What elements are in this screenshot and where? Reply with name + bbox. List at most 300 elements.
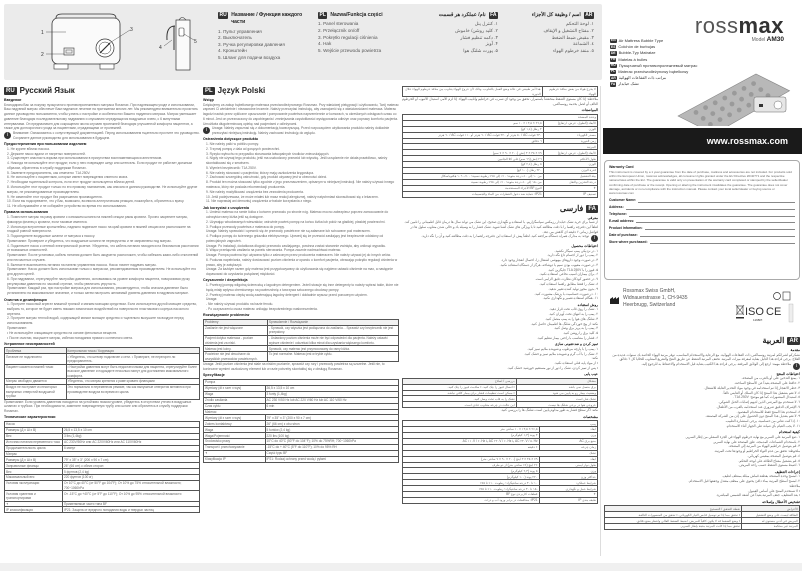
lang-badge-fa: FA	[490, 12, 497, 18]
troubleshooting-table: الأعراض نقطة التحقق / التصحيح الطاقة ليست على وضع التشغيل • تحقق مما إذا تم توصيل قابس التيار الكهربائي. • تحقق من المنصهرات التالفة. المريض في أدنى مستوى له • وضع الضغط قد لا يكون كافياً للمريض. اضبط الضغط العالي وانتظر بضع دقائق. المرتبة غير محكمة تحقق مما إذا كانت المرتبة مثبتة بإطار السرير.	[604, 505, 800, 530]
troubleshooting-table: Проблема Контрольная точка / Коррекция Питание не подключено • Убедитесь, что штекер подключен к сети. • Проверьте, не перегорел ли предохранитель. Пациент касается нижней точки • Настройки давления могут быть недостаточными для пациента, отрегулируйте более высокое давление и подождите несколько минут для достижения максимального комфорта. Матрас свободно движется Убедитесь, что матрас крепится к раме кровати фланцами Воздух не поступает из некоторых выпускных отверстий воздушной трубки Это нормально в переменном режиме, так как выпускные отверстия меняются при производстве воздуха во время их цикла.	[4, 347, 200, 399]
list-item: 6. Не используйте с пациентами, которые имеют повреждения спинного мозга.	[7, 175, 129, 180]
list-item: 2. Держите насос вдали от нагретых поверхностей.	[7, 151, 86, 156]
manual-symbol-icon	[774, 293, 781, 300]
product-title-pl: PL Materac przeciwodleżynowy bąbelkowy	[611, 68, 689, 74]
list-item: ۶. فشار را متناسب با راحتی بیمار تنظیم کنید.	[536, 335, 598, 340]
part-item: ۳. دکمه تنظیم فشار	[460, 34, 498, 40]
note: Uwaga:	[206, 297, 218, 302]
list-item: • Не используйте очищающее средство на основе фенольных веществ.	[7, 330, 118, 335]
table-row: Воздух не поступает из некоторых выпускных отверстий воздушной трубки Это нормально в переменном режиме, так как выпускные отверстия меняются при производстве воздуха во время их цикла.	[5, 385, 200, 400]
table-row: تصنيف IP IP21: حماية ضد دخول القطرات من الماء والجسيمات	[403, 191, 598, 197]
note: Uwaga: Jeśli poziom ciśnienia jest stale na niskim poziomie, sprawdź czy rury i przewody powietrza są szczelne. Jeśli nie, to konieczne wymień uszkodzony element lub w razie potrzeby skontaktuj się z obsługą Rossmax.	[203, 362, 385, 372]
lang-badge-pl: PL	[205, 88, 213, 95]
list-item: 10. Jeśli podejrzewasz, że może miałeś lub masz reakcji alergicznej, należy natychmiast skonsultować się z lekarzem.	[206, 194, 379, 199]
table-row: الوزن ٥ رطل (٢,٤ كغ)	[403, 162, 598, 168]
part-item: ۲. کلید روشن/ خاموش	[455, 27, 498, 33]
note: Примечание: После установки, кабель питания должен быть аккуратно расположен, чтобы избежать каких-либо отклонений или несчастных случаев.	[7, 253, 199, 262]
table-row: Матрас свободно движется Убедитесь, что матрас крепится к раме кровати фланцами	[5, 379, 200, 385]
table-row: ✝ Применяемые части типа BF	[5, 501, 200, 507]
heading: كيفية استخدام	[778, 430, 800, 435]
list-item: 3. Podłącz przewody powietrza z materaca do pompy.	[206, 224, 285, 229]
table-row: Матрас	[5, 451, 200, 457]
bf-type-icon	[783, 292, 790, 300]
list-item: ١. ضع المرتبة على السرير مع نهاية خرطوم الهواء في الجزء السفلي من إطار السرير.	[685, 434, 800, 439]
table-row: Вес 5 фунтов (2,4 kg)	[5, 469, 200, 475]
cover-panel	[602, 4, 798, 128]
list-item: ۲. پمپ را دور از اجسام داغ نگه دارید.	[546, 253, 598, 258]
intro-text: نشكركم لشرائكم لمرتبة روسماكس ذات الفقاعات الهوائية. مع الرعاية والاستخدام المناسب، توفر مرتبة الهواء الخاصة بك سنوات عديدة من العلاج. يرجى قراءة هذا الدليل بعناية لمعرفة ميزات المرتبة. تخفف المرتبة الضغط عن طريق النفخ والتفريغ المتناوب للخلايا كل ٦ دقائق.	[612, 352, 800, 362]
heading: Введение	[4, 97, 22, 102]
table-row: Powietrze nie jest dmuchane do wszystkich przewodów powietrznych. To jest normalne. Materac jest w trybie cyklu.	[204, 352, 399, 362]
table-row: وزن ۵ پوند (۲,۴ کیلوگرم)	[403, 468, 598, 474]
list-item: ۳. در صورت وجود داروهای بیهوشی اشتعال زا، احتمال انفجار وجود دارد.	[500, 258, 598, 263]
note: Uwaga: Pompa powinna być używana tylko z zaleconym przez producenta materacem. Nie należy używać jej do innych celów.	[206, 253, 391, 258]
table-row: Источник питания переменного тока AC 230V/50Hz или AC 220V/60Hz или AC 110V/60Hz	[5, 439, 200, 445]
table-row: وضعیت بیمار رو به پایین می شود • ممکن است تنظیمات فشار برای بیمار کافی نباشد.	[403, 390, 598, 396]
table-row: شرایط حمل و نگهداری -۱۵ تا ۴۰ درجه سانتیگراد؛ رطوبت ۱۰٪ تا ۹۵٪	[403, 486, 598, 492]
heading: Устранение неисправностей	[4, 341, 55, 346]
purchase-date-field[interactable]: Date of purchase:	[609, 233, 795, 237]
list-item: ۱. تشک را روی قاب تخت قرار دهید.	[549, 307, 598, 312]
table-row: Materac	[204, 409, 399, 415]
heading: معرفی	[587, 215, 598, 220]
list-item: 7. Необходим тщательный контроль, если этот продукт используется вблизи детей.	[7, 180, 136, 185]
table-row: Заправочные фланцы 26" (66 cm) с обеих сторон	[5, 463, 200, 469]
heading: عیب یابی	[584, 372, 598, 377]
table-row: برق متصل نمی باشد • اتصال فیوز را چک کنید. • سلامت فیوز را چک کنید.	[403, 384, 598, 390]
parts-heading-ru: RU Название / Функция каждого части	[219, 12, 303, 26]
section-title-ar: AR العربية	[762, 336, 798, 345]
table-row: Размеры (Д x Ш x В) 26,5 x 13,5 x 10 cm	[5, 427, 200, 433]
svg-text:CE: CE	[766, 306, 782, 318]
read-manual-icon: i	[793, 363, 800, 370]
list-item: ۱۰. در صورت حساسیت با پزشک مشورت کنید.	[534, 291, 598, 296]
list-item: 2. Используя встроенные кронштейны, надежно подвесьте насос на край кровати в нижней секции или расположите на гладкой ровной поверхности.	[7, 224, 191, 234]
table-row: طول الأحلام ٢٦ إنش (٦٦ سم) على كلا الجانبين	[403, 156, 598, 162]
list-item: ٣. خطر الانفجار إذا تم استخدامه في وجود مواد التخدير القابلة للاشتعال.	[703, 385, 800, 390]
manufacturer-icon	[610, 296, 620, 304]
svg-text:4: 4	[159, 45, 162, 51]
product-title-de: DE Bubble-Typ Matratze	[611, 50, 656, 56]
list-item: 5. Włącz przełącznik zasilania na panelu sterowania. Pompa zacznie nadmuchiwać materac.	[206, 248, 342, 253]
list-item: ٦. اضبط مستوى الضغط حسب راحة المريض.	[738, 463, 800, 468]
table-row: Waga 3 funty (1,4kg)	[204, 391, 399, 397]
specifications-table	[402, 420, 598, 504]
table-row: Условия хранения и транспортировки От -15°C до +40°C (от 5°F до 110°F); От 10% до 95% относительной влажности	[5, 491, 200, 501]
table-row: Pompa	[204, 380, 399, 386]
warning-block: i Внимание: Ознакомьтесь с сопутствующей документацией. Перед использованием тщательно прочтите это руководство. Сохраните данное руководство для использования в будущем.	[4, 131, 200, 141]
intro-text: از شما برای خرید تشک حبابدار رزمکس سپاسگزاریم. با استفاده و نگهداری صحیح، این تشک می تواند سال ها درمان قابل اطمینانی را تامین کند. لطفاً این دفترچه راهنما را با دقت مطالعه کنید تا با ویژگی های تشک آشنا شوید. تشک فشار را به وسیله باد و خالی شدن متناوب سلول ها در فواصل زمانی ۶ دقیقه ای کاهش می دهد.	[404, 220, 598, 234]
note: Примечание:	[7, 326, 27, 330]
list-item: ٥. استبدال المنصهرات كما هو موضح: T1A 250V.	[733, 395, 800, 400]
list-item: 6. При надувании, отрегулируйте настройки давления, основываясь на уровне комфорта пациента, поворачивая ручку регулировки давления по часовой стрелке, чтобы увеличить упругость.	[7, 276, 190, 286]
part-item: 4. Кронштейн	[218, 48, 247, 54]
list-item: 1. Przetrzyj pompę wilgotną ściereczką z łagodnym detergentem. Jeżeli stosuje się inne detergenty to należy wybrać takie, które nie będą miały wpływu chemicznego na powierzchnię z tworzywa sztucznego obudowy pompy.	[206, 283, 399, 292]
table-row: Насос	[5, 422, 200, 428]
table-row: مصدر الكهرباء ٢٣٠ فولت AC / ٥٠ هرتز أو ٢٢٠ فولت AC / ٦٠ هرتز أو ١١٠ فولت AC / ٦٠ هرتز	[403, 132, 598, 138]
list-item: 2. Trzymaj pompę z dala od gorących powierzchni.	[206, 146, 281, 151]
certification-symbols	[735, 288, 795, 328]
table-row: ابعاد ۲۶,۵ × ۱۳,۵ × ۱۰ سانتی متر	[403, 427, 598, 433]
troubleshooting-table: Problemy Sprawdzenie / Rozwiązanie Zasilanie nie jest włączone - Sprawdź, czy wtyczka jest podłączona do zasilania. - Sprawdź czy bezpiecznik nie jest przepalony. Pacjent dotyka materaca - poziom ciśnienia jest za niski. - Ustawiony poziom ciśnienia może nie być odpowiedni dla pacjenta. Należy ustawić wyższe ciśnienie i odczekać kilka minut dla uzyskania większego komfortu. Materac jest luźny. Sprawdź, czy materac jest przymocowany do ramy łóżka. Powietrze nie jest dmuchane do wszystkich przewodów powietrznych. To jest normalne. Materac jest w trybie cyklu.	[203, 319, 399, 362]
table-row: Pacjent dotyka materaca - poziom ciśnienia jest za niski. - Ustawiony poziom ciśnienia może nie być odpowiedni dla pacjenta. Należy ustawić wyższe ciśnienie i odczekać kilka minut dla uzyskania większego komfortu.	[204, 336, 399, 346]
svg-text:3: 3	[130, 27, 133, 33]
bf-type-icon: ✝	[204, 450, 266, 456]
table-row: Klasyfikacja IP IP21: Rodzaj ochrony przed wodą i pyłami	[204, 456, 399, 462]
lang-badge-ru: RU	[219, 12, 227, 18]
table-row: ✝ قطعات کاربردی نوع BF	[403, 492, 598, 498]
lang-badge-fa: FA	[588, 205, 596, 212]
section-polish	[203, 86, 399, 463]
lang-badge-ru: RU	[6, 88, 15, 95]
table-row: الوزن ٣ رطل (١,٤ كغ)	[403, 126, 598, 132]
part-item: 3. Pokrętło regulacji ciśnienia	[318, 34, 378, 40]
part-item: ١. لوحة التحكم	[566, 21, 594, 27]
heading: Правила использования	[4, 210, 48, 215]
table-row: پمپ	[403, 421, 598, 427]
section-arabic-continued-and-farsi	[402, 86, 598, 504]
list-item: ۶. برای بیماران آسیب نخاعی استفاده نکنید.	[539, 272, 598, 277]
intro-text: Dziękujemy za zakup bąbelkowego materaca przeciwodleżynowego Rossmax. Przy właściwej pielęgnacji i użytkowaniu, Twój materac zapewni Ci wieloletnie i niezawodne leczenie. Należy przeczytać instrukcję, aby zaznajomić się z właściwościami materaca. Materac łagodzi nacisk przez cykliczne opuszczanie i pompowanie powietrza naprzemiennie w komorach, w określonych odstępach czasu co 6 minut. Jest on przeznaczony do zapobiegania i zmniejszania częstotliwości występowania odleżyn oraz poprawy komfortu pacjenta. Umożliwia długoterminową opiekę nad pacjentami z odleżynami.	[203, 102, 399, 126]
list-item: 1. Поместите матрас на раму кровати с изножьем шланга на нижней секции рамы кровати. Прочно закрепите матрас, фиксируя фланец к кровати, если таковые имеются.	[7, 214, 189, 224]
svg-text:5: 5	[194, 39, 197, 45]
list-item: 6. Nie należy stosować u pacjentów, którzy mają uszkodzenia kręgosłupa.	[206, 170, 314, 175]
list-item: 3. Ryzyko wybuchu w przypadku stosowania łatwopalnych środków znieczulających.	[206, 151, 330, 156]
troubleshooting-table-continued	[402, 86, 598, 97]
table-row: حداکثر وزن ۲۲۰ پوند (۱۰۰ کیلوگرم)	[403, 474, 598, 480]
list-item: ٦. لا تستخدم مع المرضى الذين لديهم إصابات الحبل الشوكي.	[718, 400, 800, 405]
read-manual-icon: i	[4, 132, 11, 139]
svg-text:ISO: ISO	[745, 306, 764, 318]
svg-text:2: 2	[41, 52, 44, 58]
part-item: 5. Шланг для подачи воздуха	[218, 55, 281, 61]
pump-diagram-illustration	[4, 4, 200, 80]
table-row: Waga/Pojemność 220 lbs (100 kg)	[204, 433, 399, 439]
list-item: ٢. امسح أسطح المرتبة بماء دافئ يحتوي على منظف معتدل وجففها قبل الاستخدام.	[688, 479, 800, 484]
pump-diagram	[4, 4, 200, 80]
product-info-field[interactable]: Product Information:	[609, 226, 795, 230]
table-row: شرایط عملکرد ۱۰ تا ۴۰ درجه سانتیگراد؛ رطوبت ۱۰٪ تا ۷۵٪	[403, 480, 598, 486]
heading: احتياطات المنتج	[776, 371, 800, 376]
specifications-table	[203, 379, 399, 463]
note: Uwaga: Po instalacji, dodatkowa długość przewodu zasilającego, powinna zostać starannie zwinięta, aby uniknąć wypadku.	[206, 243, 387, 248]
list-item: ۴. پمپ را به پریز برق وصل کنید.	[553, 326, 598, 331]
table-row: الأبعاد (الطول، عرض، ارتفاع) ٢٦,٥ × ١٣,٥ × ١٠ سم	[403, 120, 598, 126]
list-item: • После очистки, высушите матрас, избегая попадания прямого солнечного света.	[7, 335, 133, 340]
product-title-en: EN Air Mattress Bubble Type	[611, 38, 664, 43]
list-item: ۴. در صورت معیوب بودن سیم یا دوشاخه، هرگز از دستگاه استفاده نکنید.	[499, 262, 598, 267]
product-title-es: ES Colchón de burbujas	[611, 44, 656, 50]
table-row: بيئة التشغيل من ١٠ إلى ٤٠ درجة مئوية؛ ١٠٪ إلى ٧٥٪ رطوبة نسبية؛ ٧٠٠-١٠٦٠ هكتوباسكال	[403, 173, 598, 179]
barcode-icon	[789, 304, 793, 322]
note: Uwaga: Za każdym razem gdy materac jest przygotowywany do użytkowania się najpierw ustawić ciśnienie na max, a następnie dopasować do uzyskania pożądanej miękkości.	[206, 267, 393, 277]
troubleshooting-table: مشکل بررسی / اصلاح برق متصل نمی باشد • اتصال فیوز را چک کنید. • سلامت فیوز را چک کنید. وضعیت بیمار رو به پایین می شود • ممکن است تنظیمات فشار برای بیمار کافی نباشد. تشک شل است تشک را به قاب تخت وصل کنید. خروجی هوا در برخی شلنگ ها نیست این حالت در چرخه متناوب عادی است.	[402, 378, 598, 409]
list-item: 9. Nie należy modyfikować urządzenia bez zezwolenia producenta.	[206, 189, 304, 194]
list-item: ٩. لا تقم بتعديل هذا المنتج دون الحصول على إذن من الشركة المصنعة.	[705, 414, 800, 419]
table-row: زمان چرخه ۶ دقیقه	[403, 444, 598, 450]
heading: إجراءات التنظيف	[774, 469, 800, 474]
heading: Технические характеристики	[4, 415, 56, 420]
list-item: - Po oczyszczeniu osusz materac unikając bezpośredniego nasłonecznienia.	[206, 306, 318, 311]
bf-type-icon: ✝	[5, 501, 63, 507]
list-item: ٤. قم بتوصيل المضخة بمقبس كهربائي.	[747, 453, 800, 458]
table-row: المرتبة غير محكمة تحقق مما إذا كانت المرتبة مثبتة بإطار السرير.	[605, 524, 800, 530]
lang-badge-ar: AR	[585, 12, 593, 18]
heading: Wstęp	[203, 97, 214, 102]
svg-text:1168PI: 1168PI	[753, 318, 763, 322]
parts-list-ru	[218, 12, 313, 62]
table-row: Условия эксплуатации От 10°C до 40°C (от 50°F до 104°F); От 10% до 75% относительной влажности; 700~1060hPa	[5, 481, 200, 491]
table-row: Czas cyklu 6 min	[204, 403, 399, 409]
table-row: ✝ Część typu BF	[204, 450, 399, 456]
note: Uwaga: Należy sprawdzić i upewnić się że przewody powietrzne nie są załamane lub schowane pod materacem.	[206, 229, 371, 234]
product-title-ru: RU Пузырчатый противопролежневый матрас	[611, 62, 698, 68]
note: نکته:	[591, 356, 598, 361]
list-item: 4. Nigdy nie używaj tego produktu, jeśli ma uszkodzony przewód lub wtyczkę. Jeśli urządzenie nie działa prawidłowo, należy skontaktować się z serwisem.	[206, 156, 388, 166]
table-row: المريض في أدنى مستوى له • وضع الضغط قد لا يكون كافياً للمريض. اضبط الضغط العالي وانتظر بضع دقائق.	[605, 518, 800, 524]
heading: روش استفاده	[577, 302, 598, 307]
list-item: ۵. فیوز را با T1A 250V جایگزین کنید.	[547, 267, 598, 272]
list-item: 5. Wymień bezpiecznik: T1A 250V.	[206, 165, 257, 170]
table-row: لا يخرج هواء من بعض منافذ خرطوم الهواء هذا أمر طبيعي في حالة وضع العمل بالتناوب، وذلك لأن خروج الهواء يتناوب بين منافذ خرطوم الهواء خلال الدورة	[403, 87, 598, 97]
part-item: 2. Выключатель	[218, 35, 252, 41]
list-item: 2. Używając wbudowanych wieszaków, ostrożnie powieś pompę na końcu łóżka lub połóż na gładkiej, płaskiej powierzchni.	[206, 219, 386, 224]
part-item: 4. Hak	[318, 41, 332, 47]
table-row: وزن ۳ پوند (۱,۴ کیلوگرم)	[403, 433, 598, 439]
heading: Ostrzeżenia dotyczące produktu	[203, 137, 259, 142]
part-item: ٥. منفذ خرطوم الهواء	[552, 47, 594, 53]
heading: Очистка и дезинфекция	[4, 297, 47, 302]
list-item: 4. Никогда не используйте этот продукт, если у него поврежден шнур или штепсель. Если продукт не работает должным образом, обратитесь в службу поддержки Rossmax.	[7, 161, 192, 170]
parts-heading-ar: AR اسم / وظيفة كل الأجزاء	[531, 12, 593, 18]
warning-block: i Uwaga: Należy zapoznać się z dokumentacją towarzyszącą. Przed rozpoczęciem użytkowania produktu należy dokładnie przeczytać niniejszą instrukcję. Należy zachować instrukcję do wglądu.	[203, 126, 399, 136]
list-item: 11. Nie naprawiaj ani demontuj urządzenia w trakcie korzystania z niego.	[206, 199, 313, 204]
table-row: منبع برق AC AC ۲۳۰V / ۵۰Hz یا AC ۲۲۰V / ۶۰Hz یا AC ۱۱۰V / ۶۰Hz	[403, 438, 598, 444]
heading: المواصفات	[581, 108, 598, 113]
table-row: المرتبة	[403, 144, 598, 150]
heading: Specyfikacje	[203, 373, 225, 378]
table-row: Wymiary (dł x szer x wys) 79" x 35" x 3" (200 x 90 x 7 cm)	[204, 415, 399, 421]
heading: احتیاطات محصول	[571, 243, 598, 248]
list-item: 10. Если вы подозреваете, что у Вас, возможно, возникла аллергическая реакция, пожалуйста, обратитесь к врачу.	[7, 199, 185, 204]
parts-heading-fa: FA نام/ عملکرد هر قسمت	[438, 12, 497, 18]
section-russian	[4, 86, 200, 513]
part-item: ٣. مقبض ضبط الضغط	[551, 34, 594, 40]
heading: Czyszczenie i dezynfekcja	[203, 278, 248, 283]
list-item: ۹. بدون مجوز تولید کننده تغییر ندهید.	[548, 286, 598, 291]
product-title-ar: AR مراتب ذات الفقاعات الهوائية	[611, 75, 667, 81]
part-item: 3. Ручка регулировки давления	[218, 41, 285, 47]
store-field[interactable]: Store where purchased:	[609, 240, 795, 244]
intro-text: Благодарим Вас за покупку пузырчатого противопролежневого матраса Rossmax. При надлежащем уходе и использовании, Ваш надувной матрас обеспечит Вам надежное лечение на протяжении многих лет. Мы рекомендуем внимательно прочитать данное руководство пользователя, чтобы узнать о настройке и особенностях Вашего надувного матраса. Матрас уменьшает давление благодаря последовательному надуванию и спусканию чередующихся воздушных ячеек, с 6 минутными интервалами. Он предназначен для сокращения числа случаев пролежней благодаря улучшенной комфорта пациентов, а также для долгосрочного ухода за пациентами, страдающими от пролежней.	[4, 102, 198, 131]
bf-type-icon: ✝	[539, 492, 597, 498]
list-item: - Nie należy używać produktu na bazie fenolu.	[206, 302, 274, 307]
table-row: Transport i przechowywanie -15°C do + 40°C (5°F do 110°F); 10% do 95% RH	[204, 445, 399, 451]
part-item: 5. Wejście przewodu powietrza	[318, 47, 382, 53]
warranty-card	[604, 160, 800, 280]
model-label: Model AM30	[751, 36, 784, 43]
table-row: Вес 3 lbs (1,4kg)	[5, 433, 200, 439]
weee-icon	[736, 305, 744, 319]
part-item: ۵. پورت شلنگ هوا	[463, 47, 498, 53]
list-item: 2. Przetrzyj materac ciepłą wodą zawierającą łagodny detergent i dokładnie wysusz przed ponownym użyciem.	[206, 292, 368, 297]
list-item: ۲. پمپ را به انتهای تخت آویزان کنید.	[548, 312, 598, 316]
table-row: زمن الدورة ٦ دقائق	[403, 138, 598, 144]
table-row: طبقه بندی IP IP21: محافظت در برابر ورود آب و ذرات	[403, 498, 598, 504]
note: Примечание: Каждый раз, при настройке матраса для использования, рекомендуется, чтобы сначала давление было установлено на максимальное значение, и только затем настроить желаемый уровень давления в надувном матрасе.	[7, 286, 189, 296]
table-row: خروجی هوا در برخی شلنگ ها نیست این حالت در چرخه متناوب عادی است.	[403, 402, 598, 408]
note: ملاحظة: إذا كان مستوى الضغط منخفضاً باستمرار، تحقق من وجود أي تسرب في خراطيم وأنابيب الهواء. إذا لزم الأمر، استبدل الأنبوب أو الخرطوم التالف أو اتصل بخدمة روسماكس.	[402, 97, 598, 106]
table-row: Питание не подключено • Убедитесь, что штекер подключен к сети. • Проверьте, не перегорел ли предохранитель.	[5, 354, 200, 364]
table-row: Размеры (Д x Ш x В) 79" x 35" x 3" (200 x 90 x 7 cm)	[5, 457, 200, 463]
address-field[interactable]: Address:	[609, 205, 795, 209]
mattress-image	[672, 46, 792, 126]
table-row: IP классификация IP21: Защита от вредного попадания воды и твердых частиц	[5, 507, 200, 513]
part-item: ۴. آویز	[485, 41, 498, 47]
warning-block: i توجه: به مدارک همراه دستگاه مراجعه کنید. لطفاً پیش از استفاده این دفترچه راهنما را به دقت مطالعه کنید و آن را نگه دارید.	[402, 234, 598, 242]
rossmax-logo: rossmax	[694, 13, 784, 38]
list-item: ١١. لا يجب القيام بأي صيانة على الجهاز أثناء الاستخدام.	[725, 423, 800, 428]
table-row: Źródło zasilania AC 230 V/50 Hz lub AC 220 V/60 Hz lub AC 110 V/60 Hz	[204, 397, 399, 403]
table-row: وحدة المضخة	[403, 114, 598, 120]
list-item: ۷. در حضور کودکان نظارت دقیق الزامی است.	[534, 277, 598, 282]
list-item: 9. Не изменяйте этот продукт без разрешения производителя.	[7, 194, 103, 199]
list-item: 5. Включите выключатель питания на панели управления насоса. Насос начнет надувать матрас.	[7, 262, 157, 267]
table-row: قدرة الوزن ٢٢٠ رطل (١٠٠ كغ)	[403, 168, 598, 174]
telephone-field[interactable]: Telephone:	[609, 212, 795, 216]
heading: مقدمة	[790, 347, 800, 352]
list-item: ۵. کلید برق را روشن کنید.	[562, 331, 598, 336]
note: Примечание: Если уровень давления находится на устойчиво низком уровне, убедитесь в отсутствии утечек в воздушных шлангах и трубках. При необходимости, замените поврежденную трубу или шланг или обратитесь в службу поддержки Rossmax.	[4, 399, 192, 414]
table-row: Środowisko pracy 10°C do 40°C (50°F do 104°F); 10% do 75%RH; 700~1060hPa	[204, 439, 399, 445]
list-item: ١٠. إذا كنت تعاني من حساسية، يرجى استشارة الطبيب.	[724, 419, 800, 424]
list-item: 11. Не обслуживайте и не собирайте устройство во время его использования.	[7, 204, 127, 209]
table-row: الأبعاد (الطول، عرض، ارتفاع) ٧٩ × ٣٥ × ٣ إنش (٢٠٠ × ٩٠ × ٧ سم)	[403, 150, 598, 156]
read-manual-icon: i	[203, 127, 210, 134]
list-item: • پس از تمیز کردن، تشک را دور از نور مستقیم خورشید خشک کنید.	[507, 365, 598, 370]
part-item: 2. Przełącznik on/off	[318, 27, 360, 33]
specifications-table	[402, 114, 598, 198]
parts-heading-pl: PL Nazwa/Funkcja części	[319, 12, 383, 18]
table-row: درجة التخزين والنقل من -١٥ إلى ٤٠ درجة مئوية؛ ١٠٪ إلى ٩٥٪ رطوبة نسبية	[403, 179, 598, 185]
table-row: Zakres kontaktowy 26" (66 cm) z obu stron	[204, 421, 399, 427]
list-item: ۳. شلنگ های هوا را به پمپ متصل کنید.	[544, 316, 598, 321]
list-item: ۱. پمپ را با پارچه مرطوب و شوینده ملایم تمیز کنید.	[527, 346, 598, 351]
column-divider	[600, 86, 601, 556]
note: Примечание: Проверьте и убедитесь, что воздушные шланги не перекручены и не заправлены под матрас.	[7, 238, 172, 243]
section-title-fa: FA فارسی	[559, 203, 596, 213]
list-item: ۱۱. هنگام استفاده تعمیر و نگهداری نکنید.	[542, 296, 598, 301]
table-row: Продолжительность цикла 6 минут	[5, 445, 200, 451]
part-item: 1. Panel sterowania	[318, 21, 359, 27]
list-item: 8. Produkt ten można stosować tylko zgodnie z jego przeznaczeniem, opisanym w niniejszej instrukcji. Nie należy używać innego materaca, który nie posiada rekomendacji producenta.	[206, 180, 395, 189]
product-title-fr: FR Matelas à bulles	[611, 56, 648, 62]
list-item: 1. Nie należy palić w pobliżu pompy.	[206, 142, 259, 147]
section-arabic	[604, 336, 800, 530]
table-row: طول نوار ایمنی ۲۶ اینچ (۶۶ سانتی متر) از دو طرف	[403, 462, 598, 468]
list-item: ۱. در نزدیکی پمپ سیگار نکشید.	[554, 248, 598, 253]
manufacturer-info: Rossmax Swiss GmbH, Widnauerstrasse 1, CH-9435 Heerbrugg, Switzerland	[610, 288, 687, 309]
pump-image	[752, 94, 788, 114]
warranty-text: This instrument is covered by a 1 year guarantee from the date of purchase, mattress and accessories are not included. For products sold within the European Union, rossmax acknowledges, all consumer rights granted under the EU Directive 2019/771 and the respective national laws within the EU. The guarantee is valid only on presentation of the warranty card completed or stamped by the seller/dealer confirming date of purchase or the receipt. Opening or altering the instrument invalidates the guarantee. The guarantee does not cover damage, accidents or non-compliance with the instruction manual. Please contact your local seller/dealer or buying source or www.rossmax.com	[609, 169, 792, 196]
table-row: الطاقة ليست على وضع التشغيل • تحقق مما إذا تم توصيل قابس التيار الكهربائي. • تحقق من المنصهرات التالفة.	[605, 512, 800, 518]
email-field[interactable]: E-mail address:	[609, 219, 795, 223]
warranty-title: Warranty Card	[609, 165, 634, 169]
read-manual-icon: i	[591, 235, 598, 242]
table-row: Пациент касается нижней точки • Настройки давления могут быть недостаточными для пациента, отрегулируйте более высокое давление и подождите несколько минут для достижения максимального комфорта.	[5, 364, 200, 379]
lang-badge-pl: PL	[319, 12, 326, 18]
table-row: Максимальный вес 220 фунтов (100 кг)	[5, 475, 200, 481]
heading: Предостережения при пользовании изделием	[4, 142, 87, 147]
list-item: 4. Подключите насос к сетевой электрической розетке. Убедитесь, что кабель питания находится на безопасном расстоянии от возможных опасностей.	[7, 243, 199, 253]
list-item: • از مواد پایه فنلی استفاده نکنید.	[554, 361, 598, 366]
list-item: ٧. الإشراف الدقيق ضروري عند استخدامه بالقرب من الأطفال.	[716, 404, 800, 409]
bf-type-icon: ✝	[543, 185, 597, 191]
list-item: ٣. قم بتوصيل خراطيم الهواء من المرتبة إلى المضخة.	[728, 444, 800, 449]
list-item: 7. Zachować szczególną ostrożność, gdy produkt używany jest w obecności dzieci.	[206, 175, 328, 180]
note: نکته: از پیچ خوردگی شلنگ ها اطمینان حاصل کنید.	[530, 321, 598, 326]
note: Примечание: Насос должен быть использован только с матрасом, рекомендованным производителем. Не используйте его для других целей.	[7, 267, 197, 277]
list-item: 6. Podczas napełniania, należy dostosować poziom ciśnienia w oparciu o komfort pacjenta, obracając pokrętło regulacji ciśnienia w prawo, aby je zwiększyć.	[206, 257, 398, 267]
list-item: 1. Umieść materac na ramie łóżka z końcem przewodu po stronie nóg. Materac mocno zabezpiecz poprzez zamocowanie do uchwytów ramy łóżka jeśli są dostępne.	[206, 210, 389, 219]
table-row: Zasilanie nie jest włączone - Sprawdź, czy wtyczka jest podłączona do zasilania. - Sprawdź czy bezpiecznik nie jest przepalony.	[204, 325, 399, 335]
website-url-banner: www.rossmax.com	[603, 128, 802, 154]
list-item: ۸. تشک را فقط مطابق راهنما استفاده کنید.	[539, 282, 598, 286]
part-item: ۱. کنترل پنل	[474, 21, 498, 27]
page-footer-band	[0, 563, 802, 571]
table-row: ✝ النوع BF الأجزاء المستخدمة	[403, 185, 598, 191]
heading: مشخصات	[582, 414, 598, 419]
section-title-ru: RU Русский Язык	[6, 86, 75, 95]
heading: Jak korzystać z urządzenia	[203, 205, 249, 210]
parts-list-ar	[508, 12, 594, 55]
list-item: 3. Подсоедините воздушные шланги от матраса к насосу.	[7, 234, 96, 239]
warning-block: i ملاحظة مهمة: ارجع إلى الوثائق المرفقة. يرجى قراءة هذا الكتيب بعناية قبل الاستخدام والاحتفاظ به للرجوع إليه.	[604, 362, 800, 370]
list-item: 8. Используйте этот продукт только по его прямому назначению, как описано в данном руководстве. Не используйте другие матрас, не рекомендованные производителем.	[7, 184, 198, 194]
product-title-fa: FA تشک حبابدار	[611, 81, 639, 87]
part-item: ٤. الشماعة	[572, 41, 594, 47]
heading: تشخيص الأعطال وإصلاحه	[762, 499, 800, 504]
list-item: 5. Замените предохранитель, как отмечено: T1A 250V.	[7, 170, 91, 175]
parts-list-pl	[318, 12, 408, 55]
list-item: ٢. حافظ على المضخة بعيداً عن الأسطح الساخنة.	[734, 381, 800, 386]
heading: تمیز کردن و ضدعفونی سازی	[554, 342, 598, 347]
list-item: 3. Существует опасность взрыва при использовании в присутствии воспламеняющихся анестетиков.	[7, 156, 163, 161]
table-row: Materac jest luźny. Sprawdź, czy materac jest przymocowany do ramy łóżka.	[204, 346, 399, 352]
part-item: ٢. مفتاح التشغيل و الإيقاف	[543, 27, 594, 33]
list-item: ٨. استخدم هذا المنتج فقط للاستخدام المقصود.	[736, 409, 800, 414]
list-item: ۲. تشک را با آب گرم و شوینده ملایم تمیز و خشک کنید.	[523, 351, 598, 356]
table-row: تشک	[403, 450, 598, 456]
lang-badge-ar: AR	[789, 338, 798, 345]
svg-text:1: 1	[41, 30, 44, 36]
list-item: ٤. لا تقم بتشغيل هذا المنتج إذا كان السلك أو القابس تالفاً.	[722, 390, 800, 395]
list-item: • بعد التنظيف، جفف المرتبة بعيداً عن أشعة الشمس المباشرة.	[716, 493, 800, 498]
specifications-table	[4, 421, 200, 513]
note: نکته: اگر سطح فشار به طور مداوم پایین است، شلنگ ها را بررسی کنید.	[500, 408, 598, 413]
list-item: ١. يمنع التدخين على أو بالقرب من المضخة.	[741, 376, 800, 381]
table-row: ابعاد ۷۹ × ۳۵ × ۳ اینچ (۲۰۰ × ۹۰ × ۷ سانتی متر)	[403, 456, 598, 462]
list-item: • لا تستخدم المنتج على أساس الفينول.	[747, 488, 800, 493]
list-item: ٢. باستخدام الشماعات المدمجة، علق المضخة على نهاية السرير.	[712, 439, 800, 444]
list-item: 2. Протрите матрас теплой водой, содержащей мягкое моющее средство и тщательно высушите на воздухе перед использованием.	[7, 316, 184, 326]
heading: Rozwiązywanie problemów	[203, 313, 250, 318]
part-item: 1. Пульт управления	[218, 28, 262, 34]
customer-name-field[interactable]: Customer Name:	[609, 198, 795, 202]
table-row: Waga 5 funtów (2,4 kg)	[204, 427, 399, 433]
parts-list-fa	[420, 12, 498, 55]
